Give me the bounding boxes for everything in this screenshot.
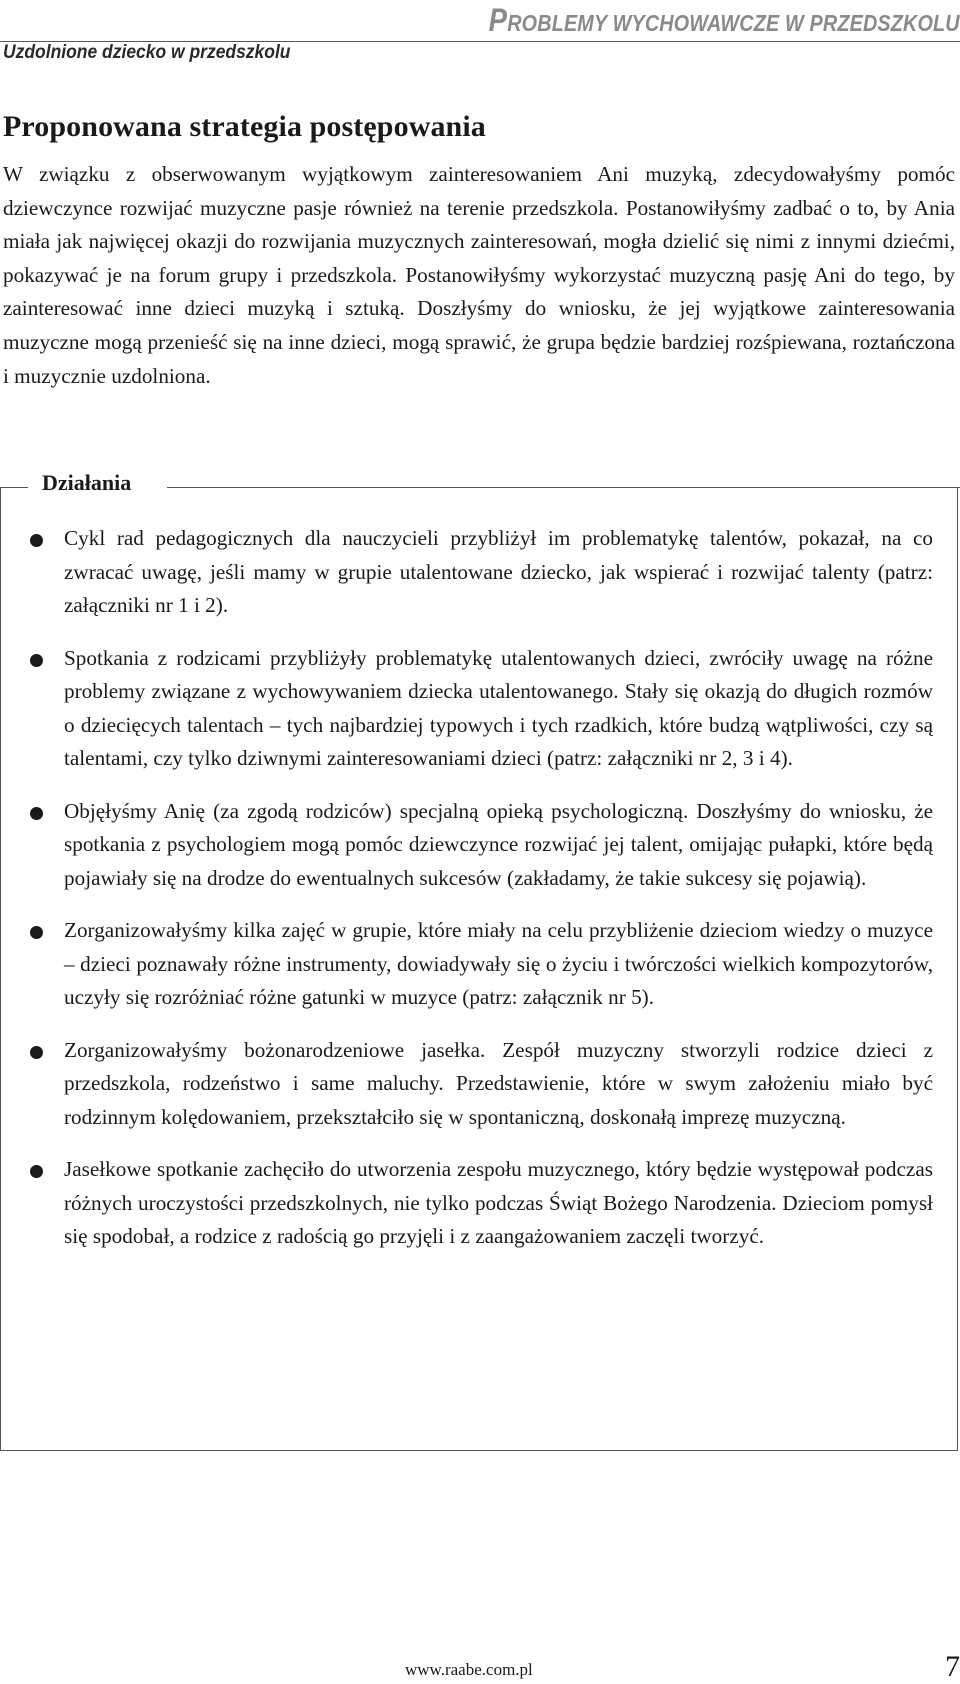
- bullet-icon: [30, 807, 43, 820]
- list-item-text: Objęłyśmy Anię (za zgodą rodziców) specjalną opieką psychologiczną. Doszłyśmy do wniosku, że spotkania z psychologiem mogą pomóc dziewczynce rozwijać jej talent, omijając pułapki, które będą pojawiały się na drodze do ewentualnych sukcesów (zakładamy, że takie sukcesy się pojawią).: [64, 798, 933, 890]
- list-item-text: Cykl rad pedagogicznych dla nauczycieli przybliżył im problematykę talentów, pokazał, na co zwracać uwagę, jeśli mamy w grupie utalentowane dziecko, jak wspierać i rozwijać talenty (patrz: załączniki nr 1 i 2).: [64, 526, 933, 617]
- list-item-text: Zorganizowałyśmy kilka zajęć w grupie, które miały na celu przybliżenie dzieciom wiedzy o muzyce – dzieci poznawały różne instrumenty, dowiadywały się o życiu i twórczości wielkich kompozytorów, uczyły się rozróżniać różne gatunki w muzyce (patrz: załącznik nr 5).: [64, 918, 933, 1009]
- actions-list: [30, 522, 933, 1273]
- actions-title: Działania: [42, 470, 132, 495]
- list-item-text: Spotkania z rodzicami przybliżyły problematykę utalentowanych dzieci, zwróciły uwagę na różne problemy związane z wychowywaniem dziecka utalentowanego. Stały się okazją do długich rozmów o dziecięcych talentach – tych najbardziej typowych i tych rzadkich, które budzą wątpliwości, czy są talentami, czy tylko dziwnymi zainteresowaniami dzieci (patrz: załączniki nr 2, 3 i 4).: [64, 645, 933, 770]
- list-item: [30, 1153, 933, 1254]
- box-top-border-left: [0, 487, 28, 488]
- bullet-icon: [30, 926, 43, 939]
- list-item-text: Zorganizowałyśmy bożonarodzeniowe jasełka. Zespół muzyczny stworzyli rodzice dzieci z przedszkola, rodzeństwo i same maluchy. Przedstawienie, które w swym założeniu miało być rodzinnym kolędowaniem, przekształciło się w spontaniczną, doskonałą imprezę muzyczną.: [64, 1037, 933, 1129]
- intro-paragraph: W związku z obserwowanym wyjątkowym zainteresowaniem Ani muzyką, zdecydowałyśmy pomóc dziewczynce rozwijać muzyczne pasje również na terenie przedszkola. Postanowiłyśmy zadbać o to, by Ania miała jak najwięcej okazji do rozwijania muzycznych zainteresowań, mogła dzielić się nimi z innymi dziećmi, pokazywać je na forum grupy i przedszkola. Postanowiłyśmy wykorzystać muzyczną pasję Ani do tego, by zainteresować inne dzieci muzyką i sztuką. Doszłyśmy do wniosku, że jej wyjątkowe zainteresowania muzyczne mogą przenieść się na inne dzieci, mogą sprawić, że grupa będzie bardziej rozśpiewana, roztańczona i muzycznie uzdolniona.: [3, 162, 955, 388]
- page-title: Proponowana strategia postępowania: [3, 110, 486, 143]
- running-title-initial: P: [488, 2, 508, 38]
- list-item: [30, 795, 933, 896]
- bullet-icon: [30, 654, 43, 667]
- running-title-rest: ROBLEMY WYCHOWAWCZE W PRZEDSZKOLU: [507, 10, 960, 36]
- box-top-border-right: [167, 487, 960, 488]
- list-item: [30, 1034, 933, 1135]
- running-title: [489, 2, 960, 39]
- list-item: [30, 522, 933, 623]
- footer-url: www.raabe.com.pl: [405, 1660, 533, 1679]
- section-name: Uzdolnione dziecko w przedszkolu: [3, 42, 291, 63]
- bullet-icon: [30, 1165, 43, 1178]
- bullet-icon: [30, 534, 43, 547]
- list-item: [30, 914, 933, 1015]
- list-item-text: Jasełkowe spotkanie zachęciło do utworzenia zespołu muzycznego, który będzie występował podczas różnych uroczystości przedszkolnych, nie tylko podczas Świąt Bożego Narodzenia. Dzieciom pomysł się spodobał, a rodzice z radością go przyjęli i z zaangażowaniem zaczęli tworzyć.: [64, 1157, 933, 1248]
- page-number: 7: [945, 1650, 960, 1683]
- list-item: [30, 642, 933, 776]
- bullet-icon: [30, 1046, 43, 1059]
